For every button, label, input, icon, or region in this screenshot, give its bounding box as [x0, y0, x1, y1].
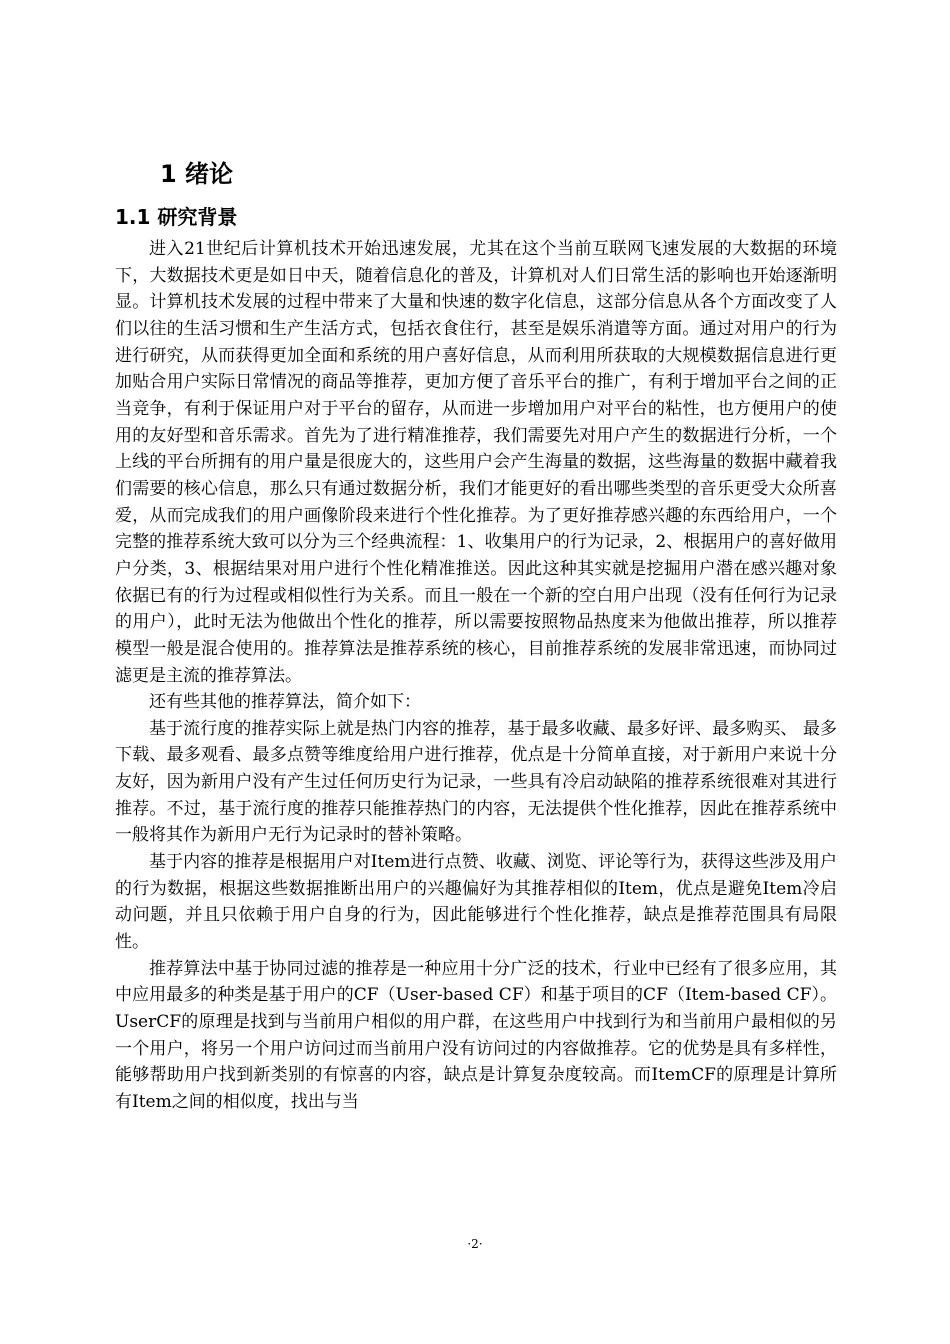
page-number: ·2·: [467, 1237, 483, 1251]
paragraph: 推荐算法中基于协同过滤的推荐是一种应用十分广泛的技术，行业中已经有了很多应用，其中应用最多的种类是基于用户的CF（User-based CF）和基于项目的CF（Item-based CF）。UserCF的原理是找到与当前用户相似的用户群，在这些用户中找到行为和当前用户最相似的另一个用户，将另一个用户访问过而当前用户没有访问过的内容做推荐。它的优势是具有多样性，能够帮助用户找到新类别的有惊喜的内容，缺点是计算复杂度较高。而ItemCF的原理是计算所有Item之间的相似度，找出与当: [115, 958, 837, 1112]
paragraph: 进入21世纪后计算机技术开始迅速发展，尤其在这个当前互联网飞速发展的大数据的环境下，大数据技术更是如日中天，随着信息化的普及，计算机对人们日常生活的影响也开始逐渐明显。计算机技术发展的过程中带来了大量和快速的数字化信息，这部分信息从各个方面改变了人们以往的生活习惯和生产生活方式，包括衣食住行，甚至是娱乐消遣等方面。通过对用户的行为进行研究，从而获得更加全面和系统的用户喜好信息，从而利用所获取的大规模数据信息进行更加贴合用户实际日常情况的商品等推荐，更加方便了音乐平台的推广，有利于增加平台之间的正当竞争，有利于保证用户对于平台的留存，从而进一步增加用户对平台的粘性，也方便用户的使用的友好型和音乐需求。首先为了进行精准推荐，我们需要先对用户产生的数据进行分析，一个上线的平台所拥有的用户量是很庞大的，这些用户会产生海量的数据，这些海量的数据中藏着我们需要的核心信息，那么只有通过数据分析，我们才能更好的看出哪些类型的音乐更受大众所喜爱，从而完成我们的用户画像阶段来进行个性化推荐。为了更好推荐感兴趣的东西给用户，一个完整的推荐系统大致可以分为三个经典流程：1、收集用户的行为记录，2、根据用户的喜好做用户分类，3、根据结果对用户进行个性化精准推送。因此这种其实就是挖掘用户潜在感兴趣对象依据已有的行为过程或相似性行为关系。而且一般在一个新的空白用户出现（没有任何行为记录的用户），此时无法为他做出个性化的推荐，所以需要按照物品热度来为他做出推荐，所以推荐模型一般是混合使用的。推荐算法是推荐系统的核心，目前推荐系统的发展非常迅速，而协同过滤更是主流的推荐算法。: [115, 239, 837, 686]
paragraph: 基于流行度的推荐实际上就是热门内容的推荐，基于最多收藏、最多好评、最多购买、 最多下载、最多观看、最多点赞等维度给用户进行推荐，优点是十分简单直接，对于新用户来说十分友好，因为新用户没有产生过任何历史行为记录，一些具有冷启动缺陷的推荐系统很难对其进行推荐。不过，基于流行度的推荐只能推荐热门的内容，无法提供个性化推荐，因此在推荐系统中一般将其作为新用户无行为记录时的替补策略。: [115, 718, 837, 846]
body-text: [115, 236, 837, 1116]
section-heading: 1.1 研究背景: [115, 205, 238, 229]
chapter-heading: 1 绪论: [160, 160, 234, 188]
paragraph: 基于内容的推荐是根据用户对Item进行点赞、收藏、浏览、评论等行为，获得这些涉及用户的行为数据，根据这些数据推断出用户的兴趣偏好为其推荐相似的Item，优点是避免Item冷启动问题，并且只依赖于用户自身的行为，因此能够进行个性化推荐，缺点是推荐范围具有局限性。: [115, 852, 837, 953]
paragraph: 还有些其他的推荐算法，简介如下：: [149, 692, 421, 713]
